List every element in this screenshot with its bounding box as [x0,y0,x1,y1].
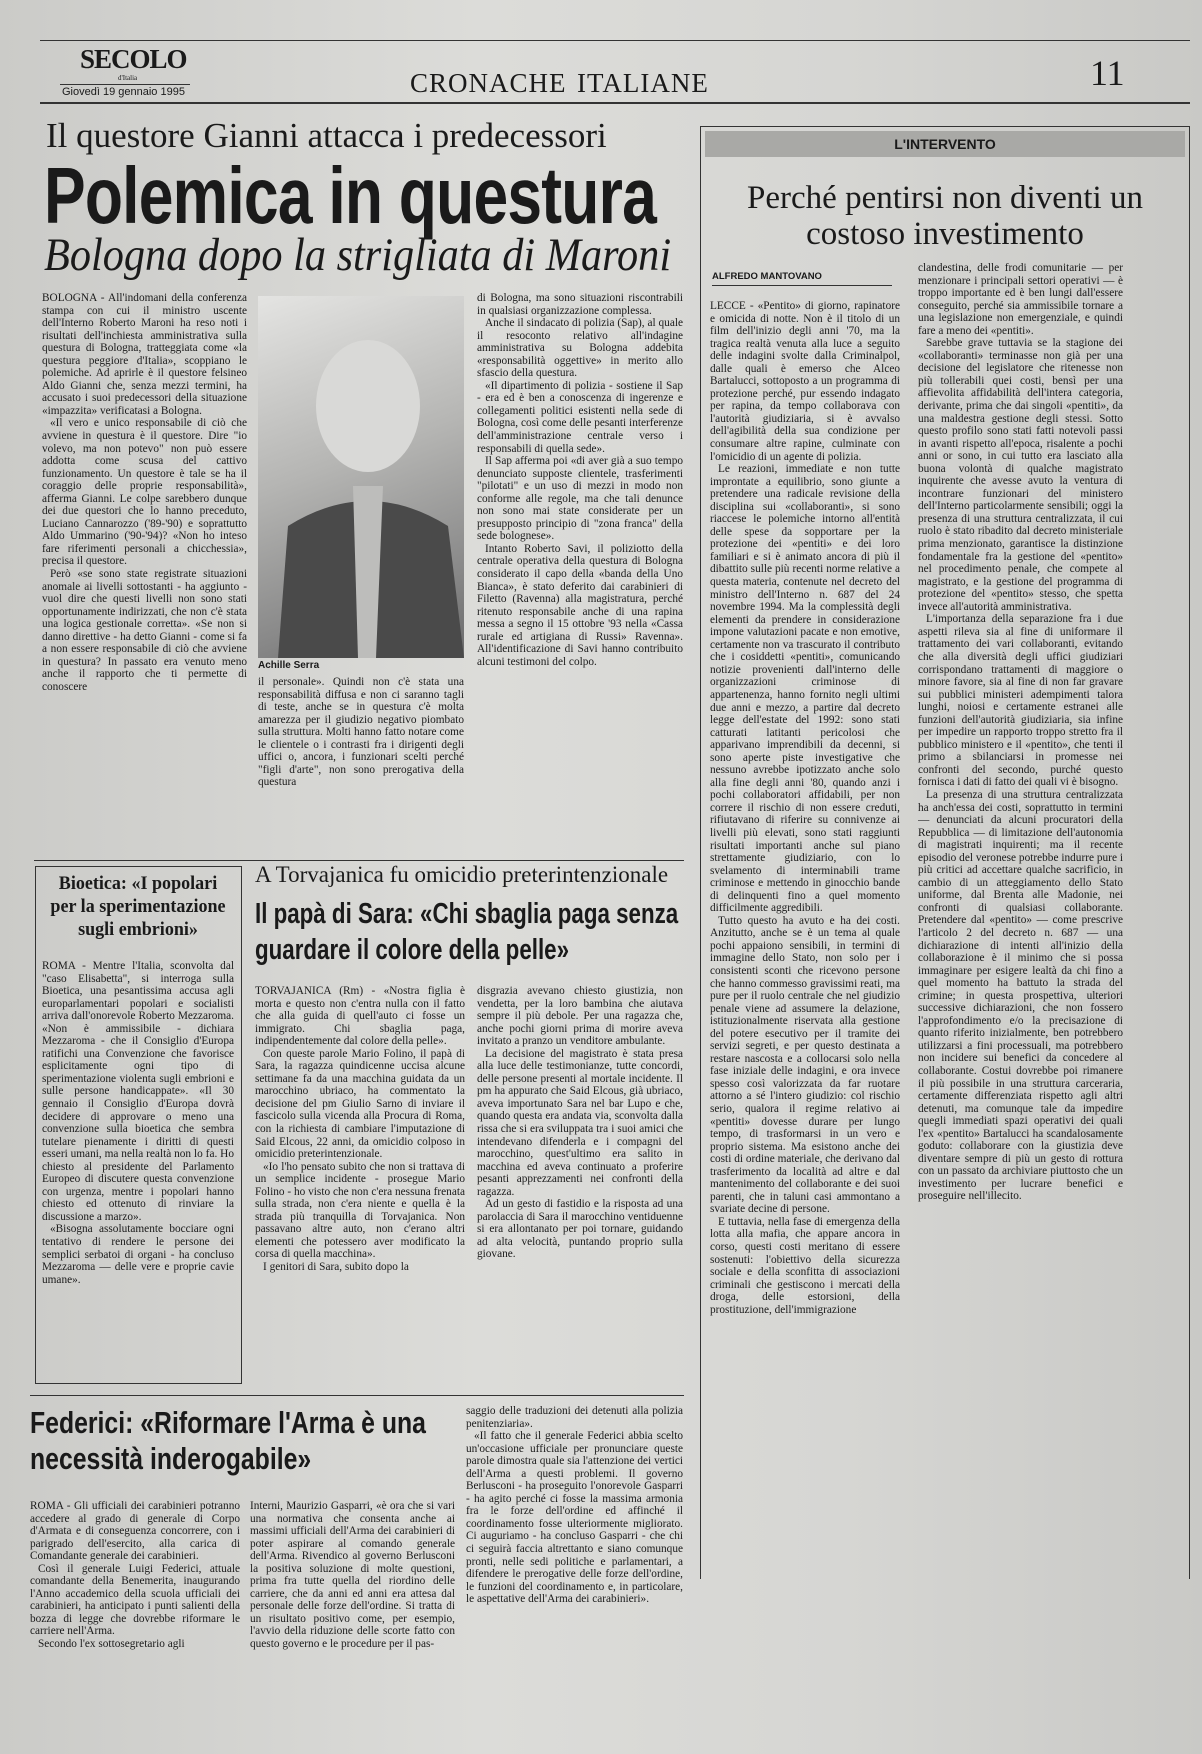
article-paragraph: BOLOGNA - All'indomani della conferenza stampa con cui il ministro uscente dell'Interno Roberto Maroni ha reso noti i risultati dell'inchiesta amministrativa sulla questura di Bologna, tratteggiata come «la questura peggiore d'Italia», scoppiano le polemiche. Ad aprirle è il questore felsineo Aldo Gianni che, senza mezzi termini, ha accusato i suoi predecessori della situazione «impazzita» verificatasi a Bologna. [42,292,247,417]
opinion-column-2 [918,262,1123,1572]
article-paragraph: Ad un gesto di fastidio e la risposta ad una parolaccia di Sara il marocchino ventiduenne si era allontanato per poi tornare, guidando ad alta velocità, puntando proprio sulla giovane. [477,1198,683,1261]
article-paragraph: Con queste parole Mario Folino, il papà di Sara, la ragazza quindicenne uccisa alcune settimane fa da una macchina guidata da un marocchino ubriaco, ha commentato la decisione del pm Giulio Sarno di inviare il fascicolo sulla vicenda alla Procura di Roma, con la richiesta di cambiare l'imputazione di Said Elcous, 22 anni, da omicidio colposo in omicidio preterintenzionale. [255,1047,465,1161]
author-rule [712,285,892,286]
newspaper-logo: SECOLO [80,44,187,74]
section-title [410,58,709,102]
article-paragraph: Anche il sindacato di polizia (Sap), al quale il resoconto relativo all'indagine amministrativa su Bologna addebita «responsabilità oggettive» in merito allo sfascio della questura. [477,317,683,380]
article-paragraph: di Bologna, ma sono situazioni riscontrabili in qualsiasi organizzazione complessa. [477,292,683,317]
opinion-headline: Perché pentirsi non diventi un costoso investimento [747,180,1143,252]
article-paragraph: E tuttavia, nella fase di emergenza della lotta alla mafia, che appare ancora in corso, questi costi meritano di essere sostenuti: l'obiettivo della sicurezza sociale e della sconfitta di associazioni criminali che gestiscono i mercati della droga, delle estorsioni, della prostituzione, dell'immigrazione [710,1215,900,1316]
date-rule [60,84,190,85]
opinion-label: L'INTERVENTO [705,131,1185,157]
article-paragraph: «Io l'ho pensato subito che non si trattava di un semplice incidente - prosegue Mario Folino - ho visto che non c'era nessuna frenata sulla strada, non c'era niente e quella è la strada più tranquilla di Torvajanica. Non passavano altre auto, non c'erano altri elementi che potessero aver modificato la corsa di quella macchina». [255,1160,465,1261]
federici-headline: Federici: «Riformare l'Arma è una necessità inderogabile» [30,1405,426,1476]
article-paragraph: Così il generale Luigi Federici, attuale comandante della Benemerita, inaugurando l'Anno accademico della scuola ufficiali dei carabinieri, ha anticipato i punti salienti della bozza di legge che dovrebbe riformare le carriere nell'Arma. [30,1562,240,1638]
article-paragraph: «Il vero e unico responsabile di ciò che avviene in questura è il questore. Dire "io volevo, ma non potevo" non può essere addotta come scusa del cattivo funzionamento. Un questore è tale se ha il coraggio delle proprie responsabilità», afferma Gianni. Le colpe sarebbero dunque dei due questori che lo hanno preceduto, Luciano Cannarozzo ('89-'90) e soprattutto Aldo Ummarino ('90-'94)? «Non ho inteso fare riferimenti personali a chicchessia», precisa il questore. [42,417,247,568]
article-paragraph: il personale». Quindi non c'è stata una responsabilità diffusa e non ci saranno tagli di teste, anche se in questura c'è molta amarezza per il giudizio negativo piombato sulla struttura. Molti hanno fatto notare come le clientele o i contrasti fra i dirigenti degli uffici o, ancora, i funzionari scelti perché "figli d'arte", non sono prerogativa della questura [258,676,464,789]
bioetica-headline: Bioetica: «I popolari per la sperimentazione sugli embrioni» [50,873,226,940]
article-paragraph: Tutto questo ha avuto e ha dei costi. Anzitutto, anche se è un tema al quale pochi appaiono sensibili, in termini di immagine dello Stato, non solo per i consistenti sconti che ricevono persone che hanno commesso gravissimi reati, ma pure per il ruolo centrale che nel giudizio penale viene ad assumere la delazione, istituzionalmente riservata alla gestione del potere esecutivo per il tramite dei servizi segreti, e per questo destinata a restare nascosta e a collocarsi solo nella fase iniziale delle indagini, e ora invece spesso così valorizzata da far ruotare attorno a sé l'intero giudizio: col rischio serio, qualora il regime relativo ai «pentiti» dovesse durare per lungo tempo, di trasformarsi in un vero e proprio sistema. Ma esistono anche dei costi di ordine materiale, che derivano dal trasferimento da località ad altre e dal mantenimento del collaborante e dei suoi parenti, che in taluni casi ammontano a svariate decine di persone. [710,914,900,1216]
opinion-author: ALFREDO MANTOVANO [712,271,822,282]
main-column-3 [477,292,683,857]
torvajanica-column-1 [255,985,465,1385]
article-paragraph: «Bisogna assolutamente bocciare ogni tentativo di rendere le persone dei semplici serbatoi di organi - ha concluso Mezzaroma — delle vere e proprie cavie umane». [42,1223,234,1286]
portrait-photo [258,296,464,658]
main-headline: Polemica in questura [44,151,657,240]
main-subhead: Bologna dopo la strigliata di Maroni [44,229,672,281]
article-paragraph: «Il fatto che il generale Federici abbia scelto un'occasione ufficiale per pronunciare queste parole dimostra quale sia l'attenzione dei vertici dell'Arma a questi problemi. Il governo Berlusconi - ha proseguito l'onorevole Gasparri - ha agito perché ci fosse la massima armonia fra le forze dell'ordine ed affinché il coordinamento fosse ulteriormente migliorato. Ci auguriamo - ha concluso Gasparri - che chi ci seguirà faccia altrettanto e siano comunque pronti, nelle sedi politiche e parlamentari, a difendere le prerogative delle forze dell'ordine, le funzioni del coordinamento e, in particolare, le aspettative dell'Arma dei carabinieri». [466,1430,683,1606]
section-title-text: cronache italiane [410,59,709,101]
article-paragraph: Le reazioni, immediate e non tutte improntate a equilibrio, sono giunte a pretendere una radicale revisione della disciplina sui «collaboranti», si sono riaccese le polemiche intorno all'entità delle spese da sopportare per la protezione dei «pentiti» e dei loro familiari e si è animato ancora di più il dibattito sulle più recenti norme relative a questa materia, contenute nel decreto del ministro dell'Interno n. 687 del 24 novembre 1994. Ma la complessità degli elementi da prendere in considerazione impone valutazioni pacate e non emotive, certamente non va trascurato il contributo che i cosiddetti «pentiti», comunicando notizie provenienti dall'interno delle organizzazioni criminose di appartenenza, hanno fornito negli ultimi due anni e mezzo, a partire dal decreto legge dell'estate del 1992: sono stati catturati latitanti pericolosi che apparivano imprendibili da decenni, si sono aperte piste investigative che nessuno avrebbe ipotizzato anche solo alla fine degli anni '80, quando anzi i pochi collaboratori affidabili, per non correre il rischio di non essere creduti, rifiutavano di riferire su connivenze ai livelli più elevati, sono stati raggiunti risultati importanti anche sul piano strettamente giudiziario, con lo svelamento di interminabili trame criminose e mettendo in ginocchio bande di delinquenti fino a quel momento difficilmente aggredibili. [710,463,900,915]
article-paragraph: Intanto Roberto Savi, il poliziotto della centrale operativa della questura di Bologna considerato il capo della «banda della Uno Bianca», è stato deferito dai carabinieri di Filetto (Ravenna) alla magistratura, perché ritenuto responsabile anche di una rapina messa a segno il 15 ottobre '93 nella «Cassa rurale ed artigiana di Russi» Ravenna». All'identificazione di Savi hanno contribuito alcuni testimoni del colpo. [477,542,683,668]
header-rule [40,102,1190,104]
section-divider [30,1395,684,1396]
article-paragraph: Il Sap afferma poi «di aver già a suo tempo denunciato supposte clientele, trasferimenti "pilotati" e un uso di mezzi in modo non conforme alle regole, ma che tali denunce non sono mai state considerate per un presupposto principio di "zona franca" della sede bolognese». [477,455,683,543]
article-paragraph: ROMA - Gli ufficiali dei carabinieri potranno accedere al grado di generale di Corpo d'Armata e di conseguenza concorrere, con i parigrado dell'esercito, alla carica di Comandante generale dei carabinieri. [30,1500,240,1563]
article-paragraph: I genitori di Sara, subito dopo la [263,1261,409,1274]
article-paragraph: disgrazia avevano chiesto giustizia, non vendetta, per la loro bambina che aiutava sempre il più debole. Per una ragazza che, anche pochi giorni prima di morire aveva invitato a pranzo un venditore ambulante. [477,985,683,1048]
article-paragraph: Però «se sono state registrate situazioni anomale ai livelli sottostanti - ha aggiunto - vuol dire che questi livelli non sono stati opportunamente indirizzati, che non c'è stata una logica gestionale corretta». «Se non si danno direttive - ha detto Gianni - come si fa a non essere responsabile di ciò che avviene in questura? In passato era venuto meno anche il rapporto che ti permette di conoscere [42,568,247,693]
article-paragraph: L'importanza della separazione fra i due aspetti rileva sia al fine di uniformare il trattamento dei vari collaboranti, evitando che alla diversità degli uffici giudiziari corrispondano trattamenti di maggiore o minore favore, sia al fine di non far gravare sui pubblici ministeri adempimenti talora lunghi, noiosi e certamente estranei alle funzioni dell'autorità giudiziaria, sia infine per impedire un rapporto troppo stretto fra il pubblico ministero e il «pentito», che tenti il primo a sbilanciarsi in promesse nei confronti del secondo, purché questo fornisca i dati di fatto dei quali vi è bisogno. [918,613,1123,789]
issue-date: Giovedì 19 gennaio 1995 [62,86,185,98]
torvajanica-headline: Il papà di Sara: «Chi sbaglia paga senza guardare il colore della pelle» [255,898,679,966]
main-kicker: Il questore Gianni attacca i predecessori [46,116,607,155]
torvajanica-kicker: A Torvajanica fu omicidio preterintenzionale [255,862,669,887]
article-paragraph: LECCE - «Pentito» di giorno, rapinatore e omicida di notte. Non è il titolo di un film dell'inizio degli anni '70, ma la tragica realtà venuta alla luce a seguito delle indagini svolte dalla Criminalpol, dalle quali è emerso che Alceo Bartalucci, sottoposto a un programma di protezione perché, pur essendo indagato per rapina, da tempo collaborava con l'autorità giudiziaria, si è avvalso dell'agibilità della sua condizione per consumare altre rapine, culminate con l'omicidio di un agente di polizia. [710,300,900,463]
federici-column-3 [466,1405,683,1748]
bioetica-column [42,960,234,1380]
article-paragraph: saggio delle traduzioni dei detenuti alla polizia penitenziaria». [466,1405,683,1430]
article-paragraph: ROMA - Mentre l'Italia, sconvolta dal "caso Elisabetta", si interroga sulla Bioetica, una pesantissima accusa agli europarlamentari popolari e socialisti arriva dall'onorevole Roberto Mezzaroma. «Non è ammissibile - dichiara Mezzaroma - che il Consiglio d'Europa ratifichi una Convenzione che favorisce esplicitamente ogni tipo di sperimentazione violenta sugli embrioni e sulle persone handicappate». «Il 30 gennaio il Consiglio d'Europa dovrà decidere di approvare o meno una convenzione sulla bioetica che sembra tutelare pienamente i diritti di questi esseri umani, ma nella realtà non lo fa. Ho chiesto al presidente del Parlamento Europeo di discutere questa convenzione con urgenza, mentre i popolari hanno chiesto ed ottenuto di rinviare la discussione a marzo». [42,960,234,1223]
article-paragraph: Interni, Maurizio Gasparri, «è ora che si vari una normativa che consenta anche ai massimi ufficiali dell'Arma dei carabinieri di poter aspirare al comando generale dell'Arma. Rivendico al governo Berlusconi la positiva soluzione di molte questioni, prima fra tutte quella del riordino delle carriere, che da anni ed anni era attesa dal personale delle forze dell'ordine. Si tratta di un risultato positivo come, per esempio, l'avvio della riduzione delle scorte fatto con questo governo e le procedure per il pas- [250,1500,455,1651]
torvajanica-column-2 [477,985,683,1385]
section-divider [34,860,684,861]
article-paragraph: La decisione del magistrato è stata presa alla luce delle testimonianze, tutte concordi, delle persone presenti al mortale incidente. Il pm ha appurato che Said Elcous, già ubriaco, aveva importunato Sara nel bar Lupo e che, quando questa era andata via, sconvolta dalla rissa che si era sviluppata tra i suoi amici che intendevano difenderla e i compagni del marocchino, quest'ultimo era salito in macchina ed aveva continuato a proferire pesanti apprezzamenti nei confronti della ragazza. [477,1047,683,1198]
article-paragraph: Secondo l'ex sottosegretario agli [38,1638,185,1651]
top-rule [40,40,1190,41]
photo-caption: Achille Serra [258,660,320,671]
article-paragraph: clandestina, delle frodi comunitarie — per menzionare i principali settori operativi — è troppo importante ed è ben lungi dall'essere conseguito, perché sia ammissibile tornare a una legislazione non emergenziale, e quindi fare a meno dei «pentiti». [918,262,1123,337]
article-paragraph: Sarebbe grave tuttavia se la stagione dei «collaboranti» terminasse non già per una decisione del legislatore che ritenesse non più tollerabili quei costi, bensì per una affievolita affidabilità dell'intera categoria, derivante, prima che dai singoli «pentiti», da una maldestra gestione degli stessi. Sotto questo profilo sono stati fatti notevoli passi in avanti rispetto all'epoca, risalente a pochi anni or sono, in cui tutto era lasciato alla buona volontà di qualche magistrato inquirente che avesse avuto la ventura di incontrare funzionari del ministero dell'Interno particolarmente sensibili; oggi la presenza di una struttura centralizzata, il cui ruolo è stato ribadito dal decreto ministeriale prima menzionato, garantisce la distinzione fondamentale fra la gestione del «pentito» nel procedimento penale, che compete al magistrato, e la gestione del programma di protezione del «pentito» stesso, che spetta invece all'autorità amministrativa. [918,337,1123,613]
article-paragraph: «Il dipartimento di polizia - sostiene il Sap - era ed è ben a conoscenza di ingerenze e collegamenti politici esistenti nella sede di Bologna, così come delle pesanti interferenze dell'amministrazione centrale verso i responsabili di quella sede». [477,379,683,455]
opinion-column-1 [710,300,900,1572]
main-column-2 [258,676,464,856]
logo-subtitle: d'Italia [118,74,138,82]
portrait-photo-figure [258,296,464,658]
article-paragraph: La presenza di una struttura centralizzata ha anch'essa dei costi, soprattutto in termini — denunciati da alcuni procuratori della Repubblica — di limitazione dell'autonomia di magistrati inquirenti; ma il recente episodio del veronese potrebbe indurre pure i più critici ad accettare qualche sacrificio, in cambio di un atteggiamento dello Stato uniforme, dal Brenta alle Madonie, nei confronti di qualsiasi collaborante. Pretendere dal «pentito» — come prescrive l'articolo 2 del decreto n. 687 — una dichiarazione di intenti all'inizio della collaborazione è il minimo che si possa immaginare per esigere lealtà da chi fino a quel momento ha battuto la strada del crimine; in questa prospettiva, ulteriori successive dichiarazioni, che non fossero l'approfondimento e/o la precisazione di quanto riferito inizialmente, ben potrebbero utilizzarsi a fini processuali, ma potrebbero non incidere sui benefici da concedere al collaborante. Costui dovrebbe poi rimanere il più possibile in una struttura carceraria, certamente differenziata rispetto agli altri detenuti, ma comunque tale da impedire quegli immediati spazi operativi dei quali l'ex «pentito» Bartalucci ha scandalosamente goduto: collaborare con la giustizia deve diventare sempre di più un gesto di rottura con un passato da archiviare piuttosto che un investimento per lucrare benefici e proseguire nell'illecito. [918,788,1123,1203]
page-number: 11 [1090,53,1125,93]
federici-column-1 [30,1500,240,1748]
article-paragraph: TORVAJANICA (Rm) - «Nostra figlia è morta e questo non c'entra nulla con il fatto che alla guida di quell'auto ci fosse un immigrato. Chi sbaglia paga, indipendentemente dal colore della pelle». [255,985,465,1048]
main-column-1 [42,292,247,857]
federici-column-2 [250,1500,455,1748]
